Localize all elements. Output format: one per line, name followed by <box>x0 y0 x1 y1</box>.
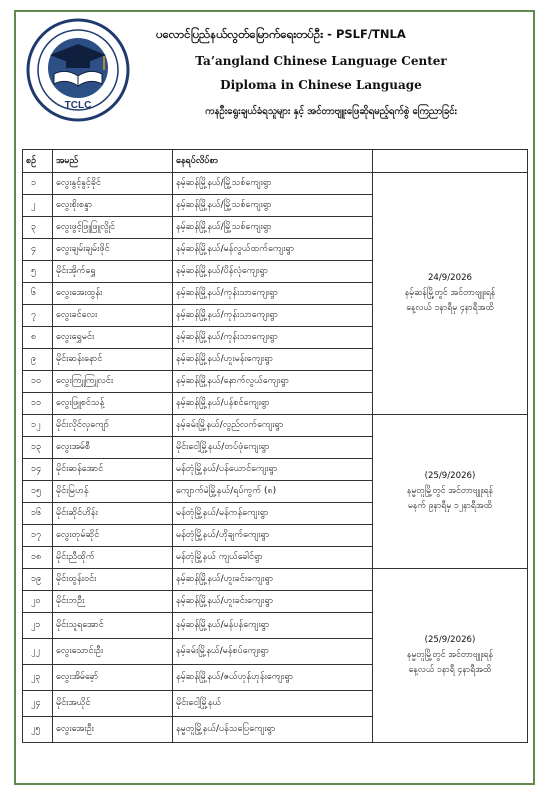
interview-schedule-line3: မနက် ၉နာရီမှ ၁၂နာရီအထိ <box>407 501 493 511</box>
row-address: နမ့်ဆန်မြို့နယ်/မန်လွယ်ထက်ကျေးရွာ <box>173 239 373 261</box>
table-row <box>23 415 528 437</box>
row-number: ၁၆ <box>23 503 53 525</box>
header <box>16 12 533 137</box>
row-address: ကျောက်မဲမြို့နယ်/ရပ်ကွက် (၈) <box>173 481 373 503</box>
row-address: နမ့်ဆန်မြို့နယ်/ဇယ်ဟုန်ဟုန်းကျေးရွာ <box>173 665 373 691</box>
row-number: ၅ <box>23 261 53 283</box>
table-row <box>23 173 528 195</box>
row-name: လွေးရွှေမင်း <box>53 327 173 349</box>
row-address: မန်တုံမြို့နယ်/မန်ကန်ကျေးရွာ <box>173 503 373 525</box>
table-row <box>23 569 528 591</box>
row-address: နမ့်ဆန်မြို့နယ်/နောက်လွယ်ကျေးရွာ <box>173 371 373 393</box>
row-address: နမ့်ဆန်မြို့နယ်/မြို့သစ်ကျေးရွာ <box>173 217 373 239</box>
interview-schedule-line2: နမ္မတူမြို့တွင် အင်တာဗျူးရန် <box>406 486 494 496</box>
center-title: Ta’angland Chinese Language Center <box>195 54 447 68</box>
interview-schedule-line2: နမ္မတူမြို့တွင် အင်တာဗျူးရန် <box>406 650 494 660</box>
row-name: မိုင်းဆန်းနောင် <box>53 349 173 371</box>
row-name: မိုင်းဆန်အောင် <box>53 459 173 481</box>
row-address: နမ့်ဆန်မြို့နယ်/ကုန်းသာကျေးရွာ <box>173 327 373 349</box>
row-address: မိုင်းငေါ့မြို့နယ် <box>173 691 373 717</box>
row-address: နမ္မတူမြို့နယ်/ပန်သပြေကျေးရွာ <box>173 717 373 743</box>
graduation-cap-icon <box>26 18 130 122</box>
row-address: မိုင်းငေါ့မြို့နယ်/တပ်ဖုံကျေးရွာ <box>173 437 373 459</box>
column-header-remark <box>373 150 528 173</box>
row-name: မိုင်းထွန်းဝင်း <box>53 569 173 591</box>
row-name: လွေးခင်လေး <box>53 305 173 327</box>
row-name: မိုင်းအိုက်ရွှေ <box>53 261 173 283</box>
row-address: နမ့်ဆန်မြို့နယ်/ပန်စင်ကျေးရွာ <box>173 393 373 415</box>
row-name: လွေးစိုးစန္ဒာ <box>53 195 173 217</box>
row-number: ၁၇ <box>23 525 53 547</box>
row-name: မိုင်းသူရအောင် <box>53 613 173 639</box>
row-number: ၂၅ <box>23 717 53 743</box>
column-header-address: နေရပ်လိပ်စာ <box>173 150 373 173</box>
interview-schedule-line1: (25/9/2026) <box>424 471 476 481</box>
row-address: နမ့်ခမ်းမြို့နယ်/လွည်လက်ကျေးရွာ <box>173 415 373 437</box>
row-number: ၁၁ <box>23 393 53 415</box>
table-body <box>23 173 528 743</box>
row-number: ၃ <box>23 217 53 239</box>
logo-text: TCLC <box>64 100 92 111</box>
row-number: ၁၂ <box>23 415 53 437</box>
interview-schedule-cell <box>373 173 528 415</box>
row-number: ၄ <box>23 239 53 261</box>
row-address: မန်တုံမြို့နယ်/ဟိုချက်ကျေးရွာ <box>173 525 373 547</box>
row-name: လွေးအေးထွန်း <box>53 283 173 305</box>
row-address: နမ့်ဆန်မြို့နယ်/ဟူးမန်းကျေးရွာ <box>173 349 373 371</box>
row-name: လွေးဖြူစင်သန့် <box>53 393 173 415</box>
row-number: ၂၀ <box>23 591 53 613</box>
row-address: နမ့်ဆန်မြို့နယ်/မန်ပန်ကျေးရွာ <box>173 613 373 639</box>
row-number: ၆ <box>23 283 53 305</box>
row-name: လွေးအိမ်ခေ့ာ် <box>53 665 173 691</box>
row-name: လွေးအမ်စီ <box>53 437 173 459</box>
row-name: လွေးနွင့်နွင့်ခိုင် <box>53 173 173 195</box>
column-header-no: စဉ် <box>23 150 53 173</box>
row-name: လွေးသောင်းဦး <box>53 639 173 665</box>
row-address: မန်တုံမြို့နယ်/ပန်ယောင်ကျေးရွာ <box>173 459 373 481</box>
row-name: လွေးချမ်းချမ်းဖိုင် <box>53 239 173 261</box>
column-header-name: အမည် <box>53 150 173 173</box>
interview-schedule-line1: 24/9/2026 <box>427 273 473 283</box>
row-name: မိုင်းညီထိုက် <box>53 547 173 569</box>
row-name: မိုင်းမြဟန် <box>53 481 173 503</box>
interview-schedule-line3: နေ့လယ် ၁နာရီ ၄နာရီအထိ <box>408 665 492 675</box>
row-name: မိုင်းအယိုင် <box>53 691 173 717</box>
row-number: ၂ <box>23 195 53 217</box>
tclc-logo <box>26 18 130 122</box>
interview-schedule-line1: (25/9/2026) <box>424 635 476 645</box>
table-header-row <box>23 150 528 173</box>
row-address: နမ့်ဆန်မြို့နယ်/ဟူးခင်းကျေးရွာ <box>173 591 373 613</box>
interview-schedule-cell <box>373 415 528 569</box>
candidates-table <box>22 149 528 743</box>
interview-schedule-cell <box>373 569 528 743</box>
row-name: လွေးဖွင့်ဖြူဖြူလွိုင် <box>53 217 173 239</box>
row-address: မန်တုံမြို့နယ် ကျယ်ခေါင်ရွာ <box>173 547 373 569</box>
diploma-title: Diploma in Chinese Language <box>220 78 422 92</box>
document-page <box>14 10 535 785</box>
row-number: ၂၃ <box>23 665 53 691</box>
row-number: ၁၃ <box>23 437 53 459</box>
row-name: မိုင်းဆိုင်ဟိန်း <box>53 503 173 525</box>
row-name: လွေးကြူကြူလင်း <box>53 371 173 393</box>
row-number: ၁၀ <box>23 371 53 393</box>
row-number: ၂၂ <box>23 639 53 665</box>
row-number: ၇ <box>23 305 53 327</box>
row-name: လွေးအေးဦး <box>53 717 173 743</box>
row-name: လွေးတုမ်ဆိုင် <box>53 525 173 547</box>
row-number: ၂၄ <box>23 691 53 717</box>
row-address: နမ့်ဆန်မြို့နယ်/ဟူးခင်းကျေးရွာ <box>173 569 373 591</box>
row-number: ၁၄ <box>23 459 53 481</box>
row-number: ၁၅ <box>23 481 53 503</box>
row-address: နမ့်ဆန်မြို့နယ်/ကုန်းသာကျေးရွာ <box>173 305 373 327</box>
row-number: ၉ <box>23 349 53 371</box>
row-number: ၁၉ <box>23 569 53 591</box>
interview-schedule-line3: နေ့လယ် ၁နာရီမှ ၄နာရီအထိ <box>406 303 494 313</box>
row-address: နမ့်ခမ်းမြို့နယ်/မန်စပ်ကျေးရွာ <box>173 639 373 665</box>
row-address: နမ့်ဆန်မြို့နယ်/မြို့သစ်ကျေးရွာ <box>173 173 373 195</box>
org-title: ပလောင်ပြည်နယ်လွတ်မြောက်ရေးတပ်ဦး - PSLF/TNLA <box>156 27 406 41</box>
row-name: မိုင်းဘဉီး <box>53 591 173 613</box>
row-number: ၈ <box>23 327 53 349</box>
row-address: နမ့်ဆန်မြို့နယ်/ပိန်လုံကျေးရွာ <box>173 261 373 283</box>
interview-schedule-line2: နမ့်ဆန်မြို့တွင် အင်တာဗျူးရန် <box>404 288 496 298</box>
announcement-title: ကနဦးရွေးချယ်ခံရသူများ နှင့် အင်တာဗျူးဖြေဆိုရမည့်ရက်စွဲ ကြေညာခြင်း <box>205 106 457 117</box>
row-number: ၁ <box>23 173 53 195</box>
row-number: ၂၁ <box>23 613 53 639</box>
row-name: မိုင်းလိုင်လှကျော် <box>53 415 173 437</box>
row-address: နမ့်ဆန်မြို့နယ်/ကုန်းသာကျေးရွာ <box>173 283 373 305</box>
row-number: ၁၈ <box>23 547 53 569</box>
row-address: နမ့်ဆန်မြို့နယ်/မြို့သစ်ကျေးရွာ <box>173 195 373 217</box>
